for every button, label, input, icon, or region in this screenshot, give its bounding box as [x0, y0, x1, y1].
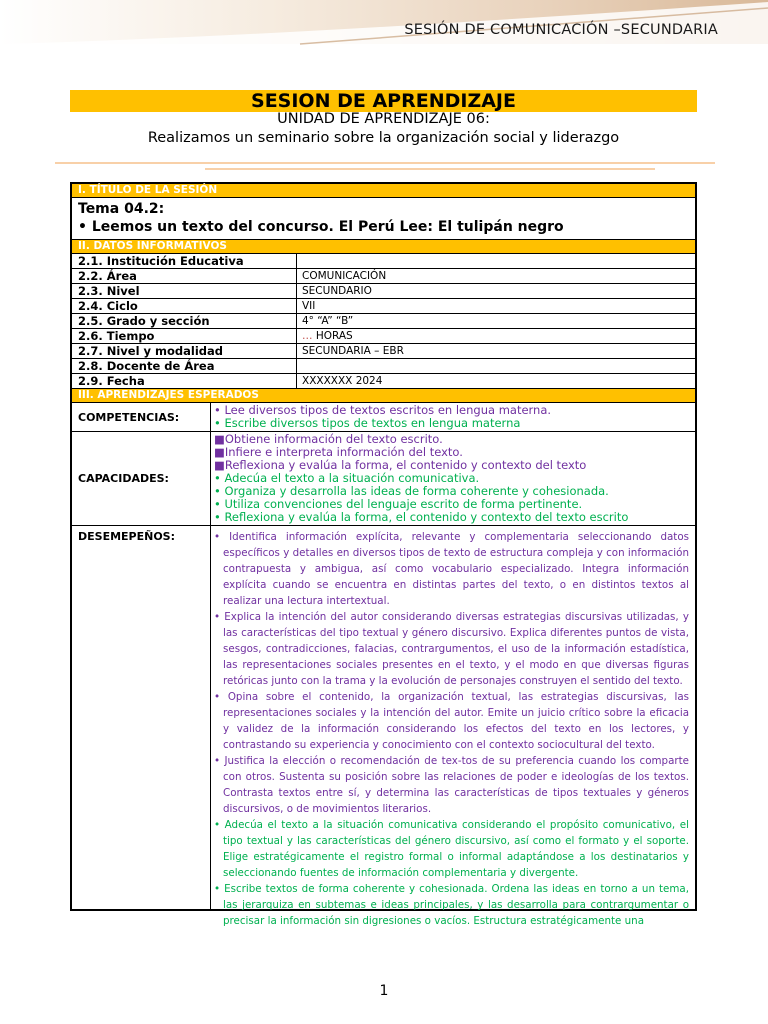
info-label: 2.6. Tiempo [72, 329, 297, 343]
info-row [72, 299, 695, 314]
info-row [72, 269, 695, 284]
info-value: SECUNDARIA – EBR [302, 345, 404, 357]
page-number: 1 [379, 983, 389, 999]
competencias-label: COMPETENCIAS: [72, 403, 211, 431]
info-label: 2.2. Área [72, 269, 297, 283]
info-label: 2.8. Docente de Área [72, 359, 297, 373]
info-value: … HORAS [302, 330, 353, 342]
decorative-divider [55, 160, 715, 172]
list-item: ■Obtiene información del texto escrito. [214, 432, 443, 446]
list-item: • Utiliza convenciones del lenguaje escrito de forma pertinente. [214, 497, 583, 511]
capacidades-label: CAPACIDADES: [72, 432, 211, 525]
list-item: • Escribe textos de forma coherente y cohesionada. Ordena las ideas en torno a un tema, las jerarquiza en subtemas e ideas principales, y las desarrolla para contrargumentar o precisar la información sin digresiones o vacíos. Estructura estratégicamente una [214, 883, 689, 927]
capacidades-list [211, 432, 695, 525]
info-value: 4° “A” “B” [302, 315, 354, 327]
session-title: SESION DE APRENDIZAJE [70, 90, 697, 112]
info-label: 2.9. Fecha [72, 374, 297, 388]
capacidades-row [72, 432, 695, 526]
info-row [72, 254, 695, 269]
info-row [72, 329, 695, 344]
list-item: • Lee diversos tipos de textos escritos en lengua materna. [214, 403, 552, 417]
list-item: • Organiza y desarrolla las ideas de forma coherente y cohesionada. [214, 484, 609, 498]
list-item: • Reflexiona y evalúa la forma, el contenido y contexto del texto escrito [214, 510, 629, 524]
competencias-row [72, 403, 695, 432]
info-row [72, 359, 695, 374]
list-item: • Escribe diversos tipos de textos en lengua materna [214, 416, 521, 430]
list-item: • Adecúa el texto a la situación comunicativa considerando el propósito comunicativo, el tipo textual y las características del género discursivo, así como el formato y el soporte. Elige estratégicamente el registro formal o informal adaptándose a los destinatarios y seleccionando fuentes de información complementaria y divergente. [214, 819, 689, 879]
desempenos-list [211, 526, 695, 927]
info-label: 2.7. Nivel y modalidad [72, 344, 297, 358]
section-header-datos: II. DATOS INFORMATIVOS [72, 240, 695, 254]
list-item: • Justifica la elección o recomendación de tex-tos de su preferencia cuando los comparte con otros. Sustenta su posición sobre las relaciones de poder e ideologías de los textos. Contrasta textos entre sí, y determina las características de tipos textuales y géneros discursivos, o de movimientos literarios. [214, 755, 689, 815]
session-table [70, 182, 697, 927]
tema-label: Tema 04.2: [78, 201, 165, 217]
header-title: SESIÓN DE COMUNICACIÓN –SECUNDARIA [404, 22, 718, 38]
info-value: XXXXXXX 2024 [302, 375, 383, 387]
info-value: VII [302, 300, 316, 312]
info-label: 2.3. Nivel [72, 284, 297, 298]
info-row [72, 344, 695, 359]
list-item: ■Reflexiona y evalúa la forma, el contenido y contexto del texto [214, 458, 587, 472]
tema-block [72, 198, 695, 240]
desempenos-label: DESEMEPEÑOS: [72, 526, 211, 909]
info-label: 2.1. Institución Educativa [72, 254, 297, 268]
unit-subtitle: Realizamos un seminario sobre la organización social y liderazgo [147, 130, 620, 146]
unit-number: UNIDAD DE APRENDIZAJE 06: [277, 111, 490, 127]
info-row [72, 284, 695, 299]
info-row [72, 374, 695, 389]
section-header-title: I. TÍTULO DE LA SESIÓN [72, 184, 695, 198]
info-label: 2.5. Grado y sección [72, 314, 297, 328]
tema-title: • Leemos un texto del concurso. El Perú Lee: El tulipán negro [78, 219, 564, 235]
competencias-list [211, 403, 695, 431]
info-label: 2.4. Ciclo [72, 299, 297, 313]
info-value: COMUNICACIÓN [302, 270, 387, 282]
info-value: SECUNDARIO [302, 285, 372, 297]
list-item: • Explica la intención del autor considerando diversas estrategias discursivas utilizadas, y las características del tipo textual y género discursivo. Explica diferentes puntos de vista, sesgos, contradicciones, falacias, contrargumentos, el uso de la información estadística, las representaciones sociales presentes en el texto, y el modo en que diversas figuras retóricas junto con la trama y la evolución de personajes construyen el sentido del texto. [214, 611, 689, 687]
info-row [72, 314, 695, 329]
list-item: ■Infiere e interpreta información del texto. [214, 445, 463, 459]
list-item: • Adecúa el texto a la situación comunicativa. [214, 471, 480, 485]
list-item: • Identifica información explícita, relevante y complementaria seleccionando datos específicos y detalles en diversos tipos de texto de estructura compleja y con información contrapuesta y ambigua, así como vocabulario especializado. Integra información explícita cuando se encuentra en distintas partes del texto, o en distintos textos al realizar una lectura intertextual. [214, 531, 689, 607]
info-value [297, 359, 695, 373]
list-item: • Opina sobre el contenido, la organización textual, las estrategias discursivas, las representaciones sociales y la intención del autor. Emite un juicio crítico sobre la eficacia y validez de la información considerando los efectos del texto en los lectores, y contrastando su experiencia y conocimiento con el contexto sociocultural del texto. [214, 691, 689, 751]
info-value [297, 254, 695, 268]
section-header-aprendizajes: III. APRENDIZAJES ESPERADOS [72, 389, 695, 403]
datos-informativos [72, 254, 695, 389]
desempenos-row [72, 526, 695, 927]
